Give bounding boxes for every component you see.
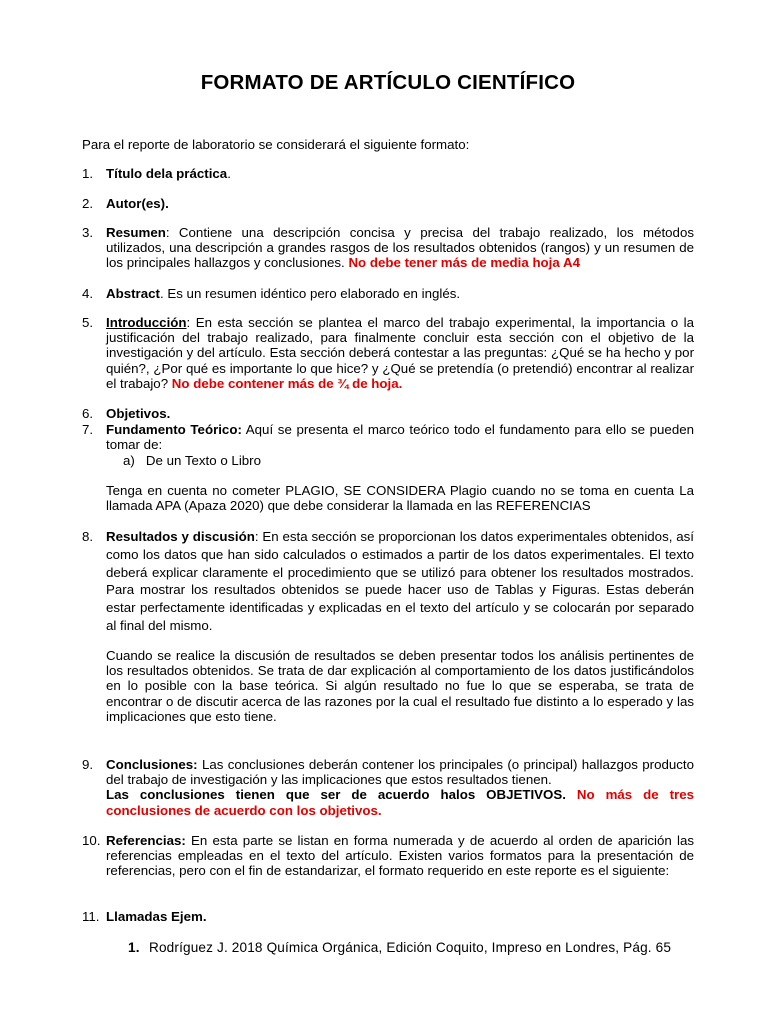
item-text: . Es un resumen idéntico pero elaborado en inglés. [159,286,461,301]
list-item-referencias [82,833,694,879]
item-number: 9. [82,757,94,772]
item-number: 3. [82,225,94,240]
warning-text: No debe tener más de media hoja A4 [348,255,580,271]
item-label: Conclusiones: [106,757,198,772]
item-label: Abstract [106,286,160,301]
discussion-paragraph: Cuando se realice la discusión de resultados se deben presentar todos los análisis pertinentes de los resultados obtenidos. Se trata de dar explicación al comportamiento de los datos justificándolos en lo posible con la base teórica. Si algún resultado no fue lo que se esperaba, se trata de encontrar o de discutir acerca de las razones por la cual el resultado fue distinto a lo esperado y las implicaciones que esto tiene. [106,648,694,724]
list-item-conclusiones [82,757,694,818]
item-text: . [227,166,231,181]
item-label: Resumen [106,225,166,240]
reference-example [128,940,708,955]
warning-text: No más de tres conclusiones de acuerdo con los objetivos. [106,787,694,818]
item-number: 6. [82,406,94,421]
reference-number: 1. [128,940,140,955]
item-label: Objetivos. [106,406,171,421]
list-item-abstract [82,286,694,301]
list-item-introduccion [82,315,694,391]
item-number: 7. [82,422,94,437]
item-text: Aquí se presenta el marco teórico todo el fundamento para ello se pueden tomar de: [106,422,695,453]
list-item-fundamento [82,422,694,452]
list-item-llamadas [82,909,694,924]
list-item-title [82,166,694,181]
item-number: 10. [82,833,101,848]
item-text: : En esta sección se plantea el marco del trabajo experimental, la importancia o la justificación del trabajo realizado, para finalmente concluir esta sección con el objetivo de la investigación y del artículo. Esta sección deberá contestar a las preguntas: ¿Qué se ha hecho y por quién?, ¿Por qué es importante lo que hice? y ¿Qué se pretendía (o pretendió) encontrar al realizar el trabajo? [106,315,694,391]
intro-text: Para el reporte de laboratorio se considerará el siguiente formato: [82,137,470,152]
item-label: Llamadas Ejem. [106,909,207,924]
warning-text: No debe contener más de ¾ de hoja. [171,375,403,391]
subitem-text: De un Texto o Libro [145,453,261,468]
list-item-resultados [82,528,694,635]
item-bold-line: Las conclusiones tienen que ser de acuerdo halos OBJETIVOS. [106,787,577,803]
item-number: 8. [82,529,94,544]
plagio-note: Tenga en cuenta no cometer PLAGIO, SE CONSIDERA Plagio cuando no se toma en cuenta La llamada APA (Apaza 2020) que debe considerar la llamada en las REFERENCIAS [106,483,694,514]
item-label: Resultados y discusión [106,529,255,544]
item-number: 5. [82,315,94,330]
item-label: Introducción [106,315,187,330]
subitem-letter: a) [123,453,135,468]
item-label: Título dela práctica [106,166,228,181]
item-label: Fundamento Teórico: [106,422,242,437]
item-text: Las conclusiones deberán contener los principales (o principal) hallazgos producto del trabajo de investigación y las implicaciones que estos resultados tienen. [106,757,694,788]
item-number: 4. [82,286,94,301]
item-text: En esta parte se listan en forma numerada y de acuerdo al orden de aparición las referencias empleadas en el texto del artículo. Existen varios formatos para la presentación de referencias, pero con el fin de estandarizar, el formato requerido en este reporte es el siguiente: [106,833,694,879]
item-number: 11. [82,909,100,924]
item-text: : En esta sección se proporcionan los datos experimentales obtenidos, así como los datos que han sido calculados o estimados a partir de los datos experimentales. El texto deberá explicar claramente el procedimiento que se utilizó para obtener los resultados mostrados. Para mostrar los resultados obtenidos se puede hacer uso de Tablas y Figuras. Estas deberán estar perfectamente identificadas y explicadas en el texto del artículo y se colocarán por separado al final del mismo. [106,529,694,633]
list-item-resumen [82,225,694,271]
list-item-authors [82,196,694,211]
page-title: FORMATO DE ARTÍCULO CIENTÍFICO [200,71,576,94]
item-text: : Contiene una descripción concisa y precisa del trabajo realizado, los métodos utilizados, una descripción a grandes rasgos de los resultados obtenidos (rangos) y un resumen de los principales hallazgos y conclusiones. [106,225,694,271]
item-label: Autor(es). [106,196,169,211]
reference-text: Rodríguez J. 2018 Química Orgánica, Edición Coquito, Impreso en Londres, Pág. 65 [149,940,672,955]
item-label: Referencias: [106,833,186,848]
list-item-objetivos [82,406,694,421]
subitem-text-book [123,453,261,468]
item-number: 2. [82,196,94,211]
item-number: 1. [82,166,94,181]
